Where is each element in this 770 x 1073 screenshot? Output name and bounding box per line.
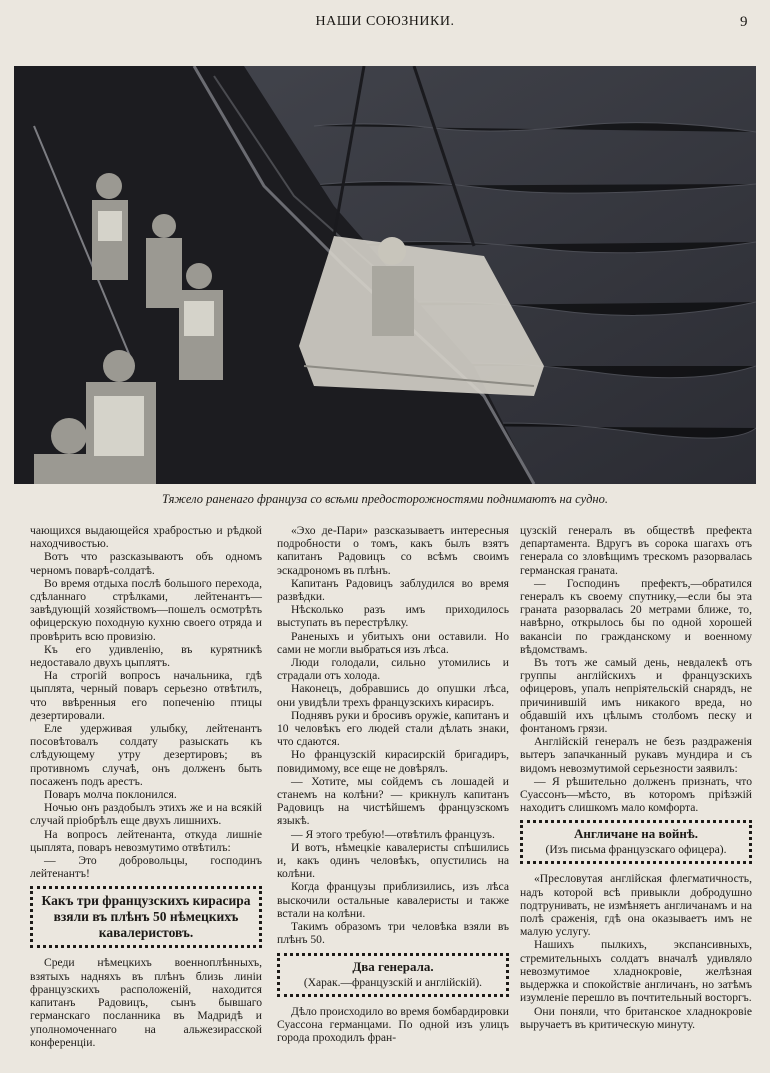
running-title: НАШИ СОЮЗНИКИ. — [315, 14, 455, 29]
column-2 — [277, 524, 509, 1044]
paragraph: Англійскій генералъ не безъ раздраженія вытеръ запачканный рукавъ мундира и съ видомъ невозмутимой серьезности заявилъ: — [520, 735, 752, 775]
article-heading: Англичане на войнѣ. — [574, 826, 698, 842]
article-heading-box — [30, 886, 262, 948]
paragraph: — Хотите, мы сойдемъ съ лошадей и станемъ на колѣни? — крикнулъ капитанъ Радовицъ на чистѣйшемъ французскомъ языкѣ. — [277, 774, 509, 828]
paragraph: На вопросъ лейтенанта, откуда лишніе цыплята, поваръ невозмутимо отвѣтилъ: — [30, 827, 262, 854]
column-1 — [30, 524, 262, 1049]
article-heading-box — [520, 820, 752, 864]
paragraph: Въ тотъ же самый день, невдалекѣ отъ группы англійскихъ и французскихъ офицеровъ, упалъ непріятельскій снарядъ, не причинившій имъ никакого вреда, но обдавшій ихъ цѣлымъ столбомъ песку и фонтаномъ грязи. — [520, 656, 752, 736]
paragraph: Нѣсколько разъ имъ приходилось выступать въ перестрѣлку. — [277, 603, 509, 630]
paragraph: цузскій генералъ въ обществѣ префекта департамента. Вдругъ въ сорока шагахъ отъ генерала со зловѣщимъ трескомъ разорвалась германская граната. — [520, 524, 752, 577]
paragraph: Ночью онъ раздобылъ этихъ же и на всякій случай пріобрѣлъ еще двухъ лишнихъ. — [30, 801, 262, 828]
paragraph: — Это добровольцы, господинъ лейтенантъ! — [30, 854, 262, 881]
paragraph: Къ его удивленію, въ курятникѣ недоставало двухъ цыплятъ. — [30, 642, 262, 670]
column-3 — [520, 524, 752, 1031]
article-heading: Два генерала. — [352, 958, 434, 974]
paragraph: Когда французы приблизились, изъ лѣса выскочили остальные кавалеристы и также встали на колѣни. — [277, 880, 509, 920]
page-header — [0, 14, 770, 36]
paragraph: «Пресловутая англійская флегматичность, надъ которой всѣ привыкли добродушно подтрунивать, не измѣняетъ англичанамъ и на полѣ сраженія, гдѣ она оказываетъ имъ не малую услугу. — [520, 872, 752, 939]
photo-hospital-lift-icon — [14, 66, 756, 484]
paragraph: Наконецъ, добравшись до опушки лѣса, они увидѣли трехъ французскихъ кирасиръ. — [277, 682, 509, 709]
paragraph: «Эхо де-Пари» разсказываетъ интересныя подробности о томъ, какъ былъ взятъ капитанъ Радовицъ со всѣмъ своимъ эскадрономъ въ плѣнъ. — [277, 524, 509, 577]
photo-caption: Тяжело раненаго француза со всѣми предосторожностями поднимаютъ на судно. — [161, 492, 609, 506]
paragraph: Капитанъ Радовицъ заблудился во время развѣдки. — [277, 576, 509, 604]
paragraph: Дѣло происходило во время бомбардировки Суассона германцами. По одной изъ улицъ города проходилъ фран- — [277, 1004, 509, 1044]
article-heading: Какъ три французскихъ кирасира взяли въ плѣнъ 50 нѣмецкихъ кавалеристовъ. — [41, 893, 251, 941]
article-subheading: (Харак.—французскій и англійскій). — [303, 976, 483, 989]
article-subheading: (Изъ письма французскаго офицера). — [545, 844, 727, 857]
photo-illustration — [14, 66, 756, 484]
article-heading-box — [277, 953, 509, 997]
paragraph: Но французскій кирасирскій бригадиръ, повидимому, все еще не довѣрялъ. — [277, 748, 509, 775]
paragraph: На строгій вопросъ начальника, гдѣ цыплята, черный поваръ серьезно отвѣтилъ, что ввѣренныя его попеченію птицы дезертировали. — [30, 669, 262, 722]
paragraph: Такимъ образомъ три человѣка взяли въ плѣнъ 50. — [277, 920, 509, 947]
paragraph: чающихся выдающейся храбростью и рѣдкой находчивостью. — [30, 524, 262, 551]
paragraph: Люди голодали, сильно утомились и страдали отъ холода. — [277, 656, 509, 683]
paragraph: Они поняли, что британское хладнокровіе выручаетъ въ критическую минуту. — [520, 1004, 752, 1031]
paragraph: — Господинъ префектъ,—обратился генералъ къ своему спутнику,—если бы эта граната разорвалась 20 метрами ближе, то, навѣрно, открылось бы по одной хорошей вакансіи по гражданскому и военному вѣдомствамъ. — [520, 576, 752, 656]
paragraph: Поднявъ руки и бросивъ оружіе, капитанъ и 10 человѣкъ его людей стали дѣлать знаки, что сдаются. — [277, 708, 509, 749]
paragraph: — Я этого требую!—отвѣтилъ французъ. — [291, 827, 495, 841]
paragraph: Нашихъ пылкихъ, экспансивныхъ, стремительныхъ солдатъ вначалѣ удивляло невозмутимое хладнокровіе, желѣзная выдержка и спокойствіе англичанъ, но затѣмъ изумленіе перешло въ почтительный восторгъ. — [520, 938, 752, 1005]
paragraph: Среди нѣмецкихъ военноплѣнныхъ, взятыхъ надняхъ въ плѣнъ близь линіи французскихъ расположеній, находится капитанъ Радовицъ, сынъ бывшаго германскаго посланника въ Мадридѣ и уполномоченнаго на альжезирасской конференціи. — [30, 956, 262, 1049]
paragraph: Поваръ молча поклонился. — [44, 788, 177, 802]
paragraph: Еле удерживая улыбку, лейтенантъ посовѣтовалъ солдату разыскать къ слѣдующему утру дезертировъ; въ противномъ случаѣ, онъ долженъ быть посаженъ подъ арестъ. — [30, 722, 262, 788]
paragraph: — Я рѣшительно долженъ признать, что Суассонъ—мѣсто, въ которомъ пріѣзжій находитъ слишкомъ мало комфорта. — [520, 774, 752, 815]
page-number: 9 — [740, 14, 748, 30]
paragraph: Раненыхъ и убитыхъ они оставили. Но сами не могли выбраться изъ лѣса. — [277, 629, 509, 656]
paragraph: Во время отдыха послѣ большого перехода, сдѣланнаго стрѣлками, лейтенантъ—завѣдующій хозяйствомъ—пошелъ осмотрѣть офицерскую походную кухню своего отряда и провѣрить всю провизію. — [30, 576, 262, 643]
paragraph: И вотъ, нѣмецкіе кавалеристы спѣшились и, какъ одинъ человѣкъ, опустились на колѣни. — [277, 840, 509, 881]
paragraph: Вотъ что разсказываютъ объ одномъ черномъ поварѣ-солдатѣ. — [30, 550, 262, 577]
